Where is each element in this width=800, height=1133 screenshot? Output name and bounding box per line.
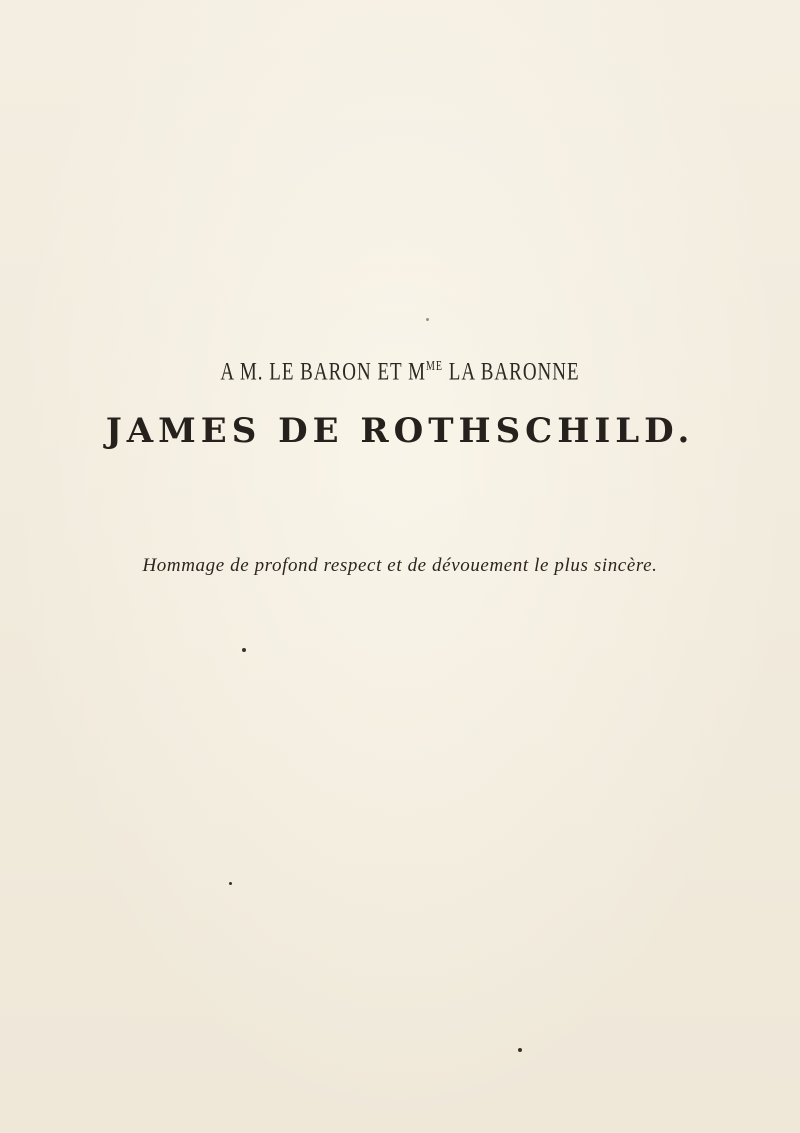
dedication-header — [0, 358, 800, 388]
bleed-through-text — [70, 60, 710, 300]
dedication-header-superscript: ME — [425, 359, 443, 375]
ink-speck — [242, 648, 246, 652]
dedicatee-name: JAMES DE ROTHSCHILD. — [105, 411, 695, 451]
ink-speck — [518, 1048, 522, 1052]
dedication-header-suffix: LA BARONNE — [442, 358, 580, 387]
homage-line: Hommage de profond respect et de dévouement le plus sincère. — [142, 555, 658, 576]
dedication-header-prefix: A M. LE BARON ET M — [220, 358, 426, 387]
ink-speck — [229, 882, 232, 885]
ink-speck — [426, 318, 429, 321]
